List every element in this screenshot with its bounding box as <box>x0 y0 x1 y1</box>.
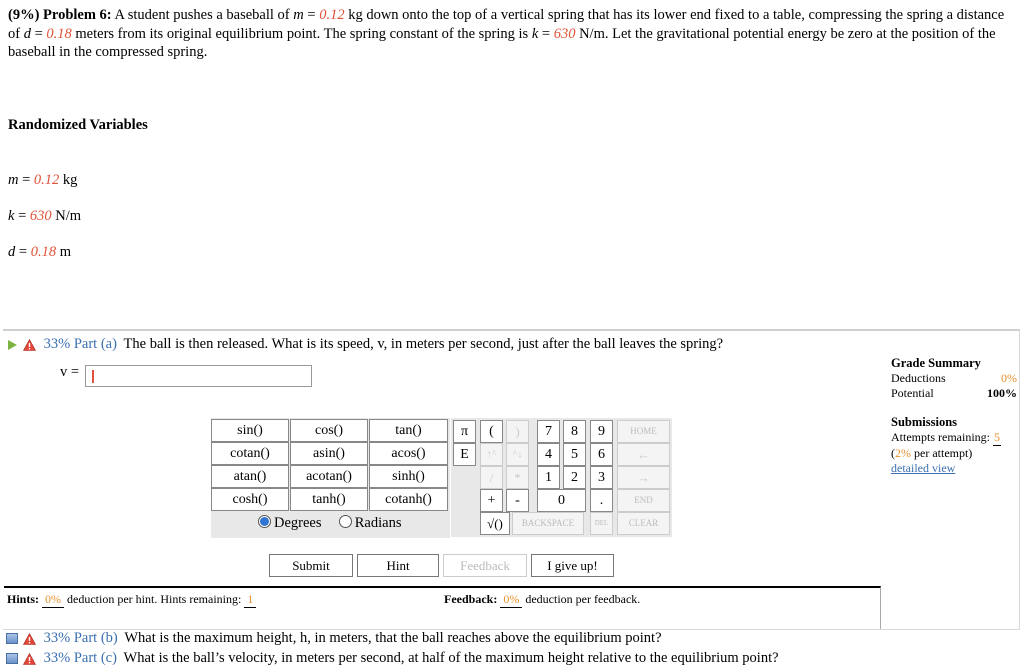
part-a-question: The ball is then released. What is its speed, v, in meters per second, just after the ball leaves the spring? <box>123 336 724 352</box>
end-key[interactable]: END <box>617 489 670 512</box>
var-d <box>8 244 71 261</box>
per-attempt-percent: 2% <box>895 446 911 460</box>
problem-text-4: N/m. Let the gravitational potential energy be zero at the position of the baseball in the compressed spring. <box>8 25 996 60</box>
key-6[interactable]: 6 <box>590 443 613 466</box>
var-value: 0.18 <box>30 244 57 260</box>
hints-label: Hints: <box>7 592 40 606</box>
part-a-percent: 33% <box>43 336 71 352</box>
equals: = <box>18 172 34 188</box>
k-value: 630 <box>553 25 576 42</box>
problem-text-1: A student pushes a baseball of <box>114 7 290 23</box>
feedback-info <box>444 592 640 608</box>
warning-icon <box>23 633 36 645</box>
equals: = <box>14 208 30 224</box>
randomized-variables-heading: Randomized Variables <box>8 117 148 133</box>
key-9[interactable]: 9 <box>590 420 613 443</box>
problem-text-2: kg down onto the top of a vertical spring that has its lower end fixed to a table, compressing the spring a distance of <box>8 7 1005 42</box>
lparen-key[interactable]: ( <box>480 420 503 443</box>
minus-key[interactable]: - <box>506 489 529 512</box>
hints-remaining: 1 <box>244 592 256 608</box>
attempts-label: Attempts remaining: <box>891 430 990 444</box>
pi-key[interactable]: π <box>453 420 476 443</box>
d-value: 0.18 <box>46 25 72 42</box>
problem-statement <box>8 6 1016 62</box>
problem-text-3: meters from its original equilibrium point. The spring constant of the spring is <box>71 25 532 42</box>
potential-value: 100% <box>987 386 1017 400</box>
left-arrow-key[interactable]: ← <box>617 443 670 466</box>
per-attempt-text: per attempt) <box>914 446 973 460</box>
text-cursor <box>92 370 94 383</box>
k-symbol: k <box>531 25 539 42</box>
hints-percent: 0% <box>42 592 64 608</box>
var-k <box>8 208 81 225</box>
problem-label: (9%) Problem 6: <box>8 7 112 23</box>
function-key-acotan[interactable]: acotan() <box>290 465 368 488</box>
feedback-text: deduction per feedback. <box>525 592 641 606</box>
function-key-cos[interactable]: cos() <box>290 419 368 442</box>
equals: = <box>30 25 47 42</box>
sqrt-key[interactable]: √() <box>480 512 510 535</box>
d-symbol: d <box>23 25 31 42</box>
key-8[interactable]: 8 <box>563 420 586 443</box>
hint-button[interactable]: Hint <box>357 554 439 577</box>
key-3[interactable]: 3 <box>590 466 613 489</box>
function-key-cosh[interactable]: cosh() <box>211 488 289 511</box>
function-key-sinh[interactable]: sinh() <box>369 465 448 488</box>
angle-mode <box>258 515 401 532</box>
function-key-sin[interactable]: sin() <box>211 419 289 442</box>
radians-radio[interactable] <box>339 515 352 528</box>
answer-input[interactable] <box>85 365 312 387</box>
feedback-label: Feedback: <box>444 592 498 606</box>
key-0[interactable]: 0 <box>537 489 586 512</box>
dot-key[interactable]: . <box>590 489 613 512</box>
paren: ( <box>891 446 895 460</box>
e-key[interactable]: E <box>453 443 476 466</box>
part-b-percent: 33% <box>43 630 71 646</box>
var-symbol: m <box>8 172 19 188</box>
right-arrow-key[interactable]: → <box>617 466 670 489</box>
equals: = <box>303 7 320 23</box>
var-symbol: d <box>8 244 16 260</box>
play-icon[interactable] <box>8 340 17 350</box>
function-key-asin[interactable]: asin() <box>290 442 368 465</box>
plus-key[interactable]: + <box>480 489 503 512</box>
submissions-title: Submissions <box>891 415 958 429</box>
m-value: 0.12 <box>319 7 345 23</box>
function-key-acos[interactable]: acos() <box>369 442 448 465</box>
part-a-header <box>8 336 723 353</box>
degrees-label: Degrees <box>274 515 322 531</box>
part-b-header[interactable] <box>6 630 662 647</box>
part-collapsed-icon <box>6 633 18 644</box>
submit-button[interactable]: Submit <box>269 554 353 577</box>
part-c-question: What is the ball’s velocity, in meters per second, at half of the maximum height relative to the equilibrium point? <box>123 650 779 666</box>
warning-icon <box>23 653 36 665</box>
power-down-key[interactable]: ^↓ <box>506 443 529 466</box>
part-b-question: What is the maximum height, h, in meters, that the ball reaches above the equilibrium point? <box>124 630 662 646</box>
function-key-cotanh[interactable]: cotanh() <box>369 488 448 511</box>
give-up-button[interactable]: I give up! <box>531 554 614 577</box>
m-symbol: m <box>293 7 304 23</box>
var-symbol: k <box>8 208 15 224</box>
part-collapsed-icon <box>6 653 18 664</box>
power-up-key[interactable]: ↑^ <box>480 443 503 466</box>
hints-info <box>7 592 256 608</box>
divide-key[interactable]: / <box>480 466 503 489</box>
part-c-label[interactable]: Part (c) <box>73 650 117 666</box>
key-1[interactable]: 1 <box>537 466 560 489</box>
part-c-header[interactable] <box>6 650 779 667</box>
function-key-atan[interactable]: atan() <box>211 465 289 488</box>
hints-text: deduction per hint. Hints remaining: <box>67 592 242 606</box>
feedback-percent: 0% <box>500 592 522 608</box>
deductions-label: Deductions <box>891 371 946 385</box>
var-unit: N/m <box>51 208 82 224</box>
home-key[interactable]: HOME <box>617 420 670 443</box>
equals: = <box>15 244 31 260</box>
potential-label: Potential <box>891 386 934 400</box>
function-key-cotan[interactable]: cotan() <box>211 442 289 465</box>
part-a-label[interactable]: Part (a) <box>73 336 117 352</box>
key-4[interactable]: 4 <box>537 443 560 466</box>
answer-label: v = <box>60 364 80 380</box>
degrees-radio[interactable] <box>258 515 271 528</box>
var-unit: kg <box>59 172 78 188</box>
multiply-key[interactable]: * <box>506 466 529 489</box>
key-7[interactable]: 7 <box>537 420 560 443</box>
detailed-view-link[interactable]: detailed view <box>891 461 956 475</box>
equals: = <box>538 25 554 42</box>
radians-label: Radians <box>354 515 402 531</box>
function-key-tan[interactable]: tan() <box>369 419 448 442</box>
clear-key[interactable]: CLEAR <box>617 512 670 535</box>
backspace-key[interactable]: BACKSPACE <box>512 512 584 535</box>
var-unit: m <box>56 244 71 260</box>
part-b-label[interactable]: Part (b) <box>73 630 118 646</box>
warning-icon <box>23 339 36 351</box>
rparen-key[interactable]: ) <box>506 420 529 443</box>
key-2[interactable]: 2 <box>563 466 586 489</box>
var-value: 0.12 <box>33 172 60 188</box>
feedback-button[interactable]: Feedback <box>443 554 527 577</box>
deductions-value: 0% <box>1001 371 1017 385</box>
attempts-value: 5 <box>993 430 1000 444</box>
function-key-tanh[interactable]: tanh() <box>290 488 368 511</box>
delete-key[interactable]: DEL <box>590 512 613 535</box>
key-5[interactable]: 5 <box>563 443 586 466</box>
var-m <box>8 172 77 189</box>
var-value: 630 <box>29 208 52 224</box>
grade-summary-title: Grade Summary <box>891 356 981 370</box>
part-c-percent: 33% <box>43 650 71 666</box>
grade-summary <box>891 356 1017 476</box>
